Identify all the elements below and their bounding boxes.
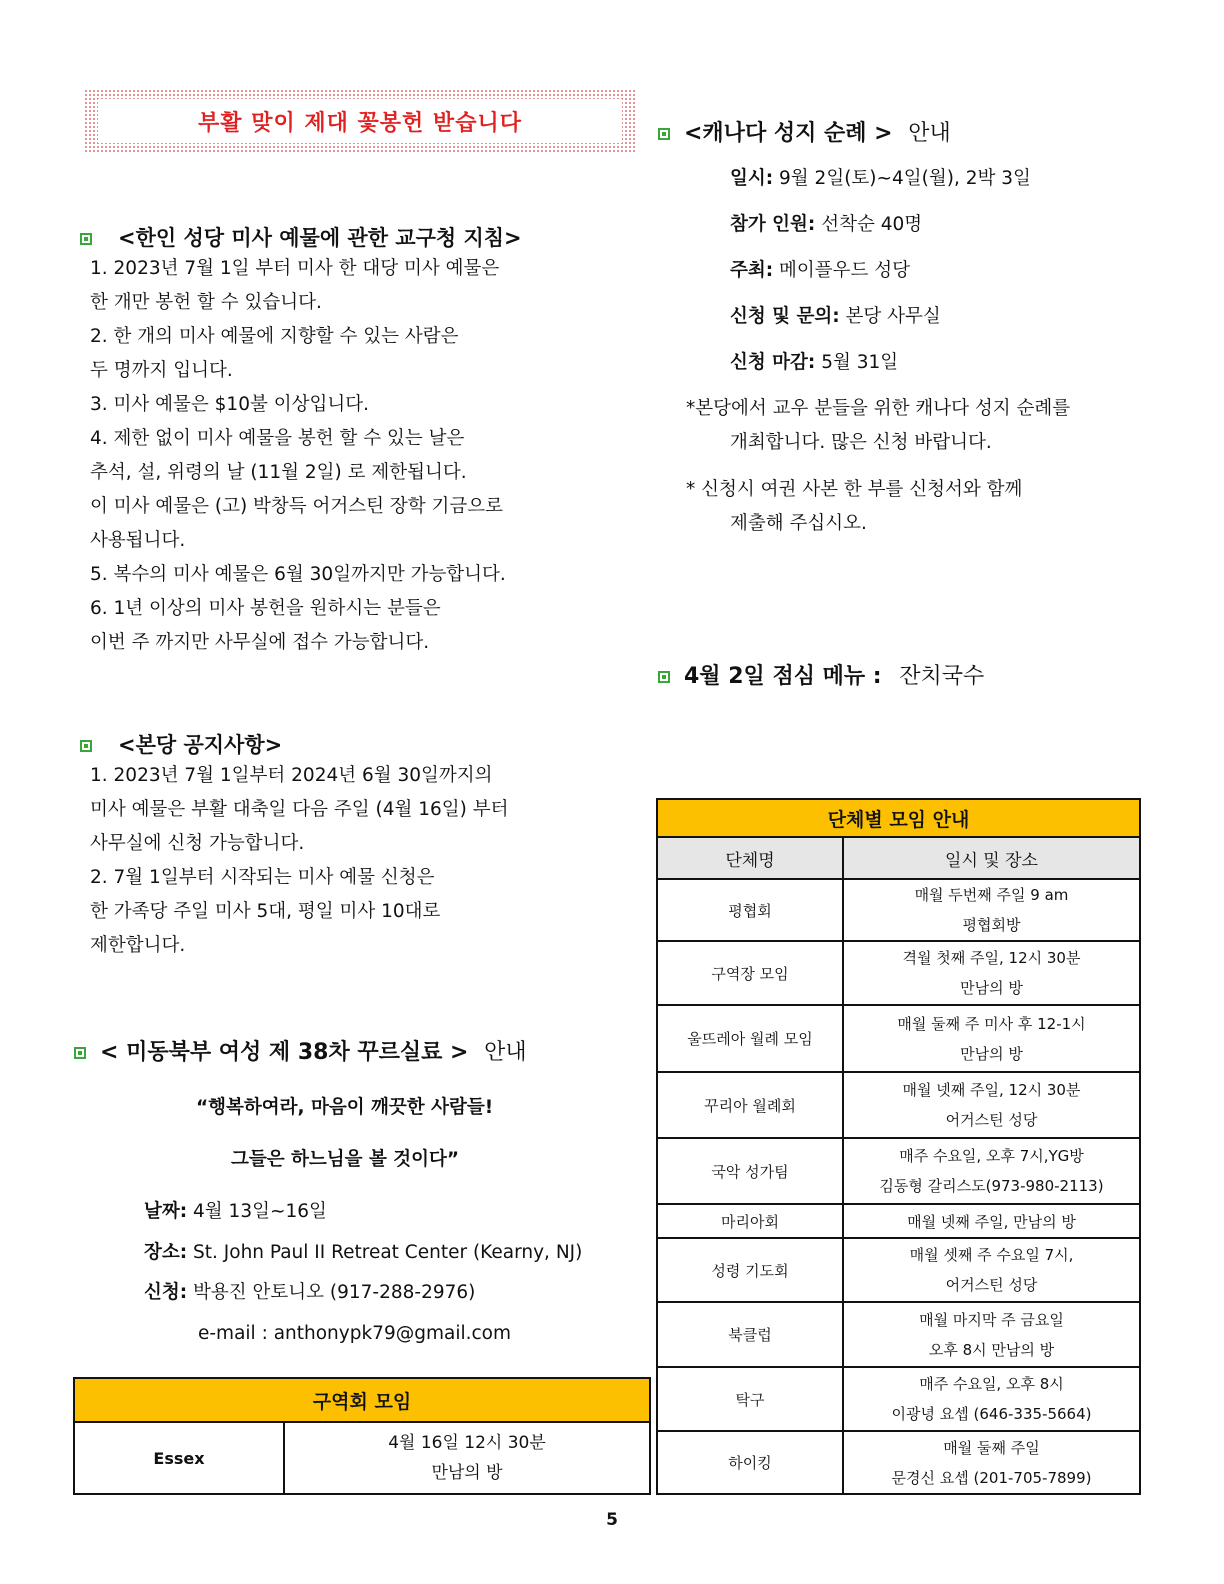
pilgrimage-note2-line2: 제출해 주십시오. xyxy=(730,513,867,534)
cursillo-apply: 신청: 박용진 안토니오 (917-288-2976) xyxy=(144,1282,476,1303)
table-row: 탁구 매주 수요일, 오후 8시 이광녕 요셉 (646-335-5664) xyxy=(657,1367,1140,1431)
pilgrimage-host: 주최: 메이플우드 성당 xyxy=(730,260,911,281)
groups-table-title: 단체별 모임 안내 xyxy=(657,799,1140,837)
lunch-menu-heading: 4월 2일 점심 메뉴 : 잔치국수 xyxy=(658,659,984,690)
table-row: 국악 성가팀 매주 수요일, 오후 7시,YG방 김동형 갈리스도(973-980-2113) xyxy=(657,1138,1140,1204)
guideline-line: 사용됩니다. xyxy=(90,530,186,551)
guideline-list xyxy=(90,252,506,660)
pilgrimage-note1-line1: *본당에서 교우 분들을 위한 캐나다 성지 순례를 xyxy=(686,398,1071,419)
square-bullet-icon xyxy=(658,671,670,683)
table-row: 성령 기도회 매월 셋째 주 수요일 7시, 어거스틴 성당 xyxy=(657,1238,1140,1302)
cursillo-email[interactable]: e-mail : anthonypk79@gmail.com xyxy=(198,1323,511,1344)
pilgrimage-deadline: 신청 마감: 5월 31일 xyxy=(730,352,899,373)
table-row: 마리아회 매월 넷째 주일, 만남의 방 xyxy=(657,1204,1140,1238)
cursillo-date: 날짜: 4월 13일~16일 xyxy=(144,1201,327,1222)
district-name: Essex xyxy=(74,1422,284,1494)
notice-line: 2. 7월 1일부터 시작되는 미사 예물 신청은 xyxy=(90,867,435,888)
pilgrimage-note2-line1: * 신청시 여권 사본 한 부를 신청서와 함께 xyxy=(686,479,1023,500)
flower-offering-banner xyxy=(84,89,636,153)
pilgrimage-participants: 참가 인원: 선착순 40명 xyxy=(730,214,923,235)
cursillo-quote-line1: “행복하여라, 마음이 깨끗한 사람들! xyxy=(196,1097,494,1118)
pilgrimage-contact: 신청 및 문의: 본당 사무실 xyxy=(730,306,941,327)
guideline-line: 한 개만 봉헌 할 수 있습니다. xyxy=(90,292,322,313)
notice-line: 한 가족당 주일 미사 5대, 평일 미사 10대로 xyxy=(90,901,441,922)
guideline-line: 6. 1년 이상의 미사 봉헌을 원하시는 분들은 xyxy=(90,598,441,619)
district-meeting-table xyxy=(73,1377,651,1495)
notice-line: 사무실에 신청 가능합니다. xyxy=(90,833,305,854)
guideline-line: 2. 한 개의 미사 예물에 지향할 수 있는 사람은 xyxy=(90,326,459,347)
district-table-title: 구역회 모임 xyxy=(74,1378,650,1422)
cursillo-quote-line2: 그들은 하느님을 볼 것이다” xyxy=(231,1149,460,1170)
pilgrimage-heading: <캐나다 성지 순례 > 안내 xyxy=(658,116,951,147)
notice-line: 미사 예물은 부활 대축일 다음 주일 (4월 16일) 부터 xyxy=(90,799,509,820)
guideline-line: 이 미사 예물은 (고) 박창득 어거스틴 장학 기금으로 xyxy=(90,496,504,517)
table-row: 울뜨레아 월례 모임 매월 둘째 주 미사 후 12-1시 만남의 방 xyxy=(657,1005,1140,1072)
square-bullet-icon xyxy=(74,1047,86,1059)
guideline-line: 두 명까지 입니다. xyxy=(90,360,233,381)
cursillo-place: 장소: St. John Paul II Retreat Center (Kearny, NJ) xyxy=(144,1242,583,1263)
square-bullet-icon xyxy=(80,233,92,245)
guideline-line: 이번 주 까지만 사무실에 접수 가능합니다. xyxy=(90,632,430,653)
group-meetings-table xyxy=(656,798,1141,1495)
banner-text: 부활 맞이 제대 꽃봉헌 받습니다 xyxy=(98,99,622,143)
guideline-line: 4. 제한 없이 미사 예물을 봉헌 할 수 있는 날은 xyxy=(90,428,465,449)
district-schedule: 4월 16일 12시 30분 만남의 방 xyxy=(284,1422,650,1494)
table-row: 하이킹 매월 둘째 주일 문경신 요셉 (201-705-7899) xyxy=(657,1431,1140,1494)
groups-col-schedule-header: 일시 및 장소 xyxy=(843,837,1140,879)
guideline-heading: <한인 성당 미사 예물에 관한 교구청 지침> xyxy=(80,222,522,252)
guideline-line: 3. 미사 예물은 $10불 이상입니다. xyxy=(90,394,369,415)
notice-heading: <본당 공지사항> xyxy=(80,729,282,759)
notice-line: 제한합니다. xyxy=(90,935,186,956)
table-row: 북클럽 매월 마지막 주 금요일 오후 8시 만남의 방 xyxy=(657,1302,1140,1367)
pilgrimage-note1-line2: 개최합니다. 많은 신청 바랍니다. xyxy=(730,432,992,453)
square-bullet-icon xyxy=(658,128,670,140)
square-bullet-icon xyxy=(80,740,92,752)
page-number: 5 xyxy=(606,1510,618,1530)
pilgrimage-date: 일시: 9월 2일(토)~4일(월), 2박 3일 xyxy=(730,168,1031,189)
notice-list xyxy=(90,759,508,963)
table-row: 꾸리아 월례회 매월 넷째 주일, 12시 30분 어거스틴 성당 xyxy=(657,1072,1140,1138)
guideline-line: 1. 2023년 7월 1일 부터 미사 한 대당 미사 예물은 xyxy=(90,258,500,279)
table-row: 구역장 모임 격월 첫째 주일, 12시 30분 만남의 방 xyxy=(657,941,1140,1005)
guideline-line: 5. 복수의 미사 예물은 6월 30일까지만 가능합니다. xyxy=(90,564,506,585)
cursillo-heading: < 미동북부 여성 제 38차 꾸르실료 > 안내 xyxy=(74,1035,527,1066)
guideline-line: 추석, 설, 위령의 날 (11월 2일) 로 제한됩니다. xyxy=(90,462,467,483)
notice-line: 1. 2023년 7월 1일부터 2024년 6월 30일까지의 xyxy=(90,765,493,786)
groups-col-name-header: 단체명 xyxy=(657,837,843,879)
table-row: 평협회 매월 두번째 주일 9 am 평협회방 xyxy=(657,879,1140,941)
